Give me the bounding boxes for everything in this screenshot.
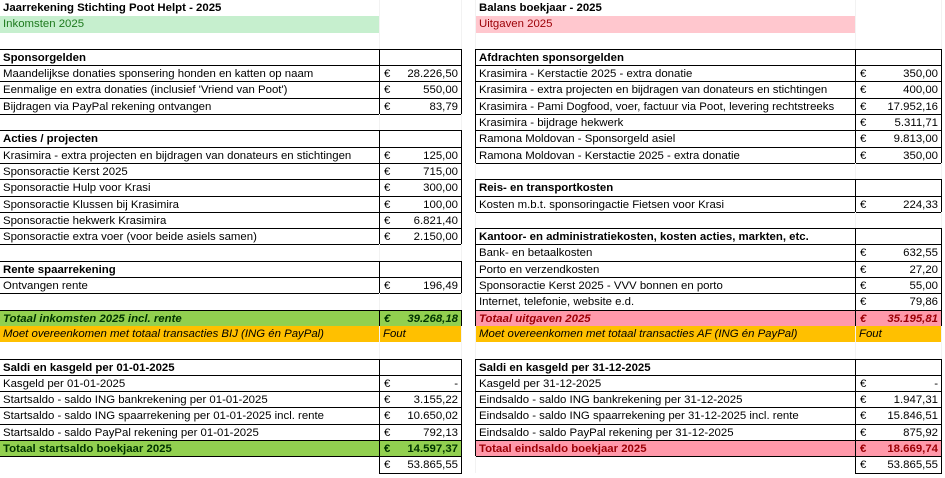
empty-cell[interactable] — [0, 114, 380, 130]
empty-cell[interactable] — [855, 179, 942, 196]
amount-value: 53.865,55 — [887, 459, 938, 472]
amount-cell[interactable] — [855, 277, 942, 294]
row-label[interactable]: Eenmalige en extra donaties (inclusief 'Vriend van Poot') — [0, 81, 380, 98]
row-label[interactable]: Bijdragen via PayPal rekening ontvangen — [0, 98, 380, 115]
empty-cell[interactable] — [476, 212, 856, 228]
currency-symbol: € — [860, 280, 867, 293]
total-startsaldo-amount[interactable] — [379, 440, 462, 457]
amount-cell[interactable] — [855, 98, 942, 115]
amount-value: 6.821,40 — [413, 214, 458, 227]
income-label[interactable]: Inkomsten 2025 — [0, 16, 380, 32]
amount-value: - — [934, 377, 938, 390]
amount-cell[interactable] — [855, 130, 942, 147]
amount-cell[interactable] — [855, 244, 942, 261]
currency-symbol: € — [860, 198, 867, 211]
row-label[interactable]: Sponsoractie extra voer (voor beide asiels samen) — [0, 228, 380, 245]
section-header-acties[interactable]: Acties / projecten — [0, 130, 380, 147]
empty-cell[interactable] — [856, 0, 942, 16]
right-title[interactable]: Balans boekjaar - 2025 — [476, 0, 856, 16]
amount-cell[interactable] — [855, 391, 942, 408]
amount-value: 10.650,02 — [407, 410, 458, 423]
amount-cell[interactable] — [855, 424, 942, 441]
currency-symbol: € — [860, 394, 867, 407]
amount-cell[interactable] — [855, 261, 942, 278]
total-expense-amount[interactable] — [855, 310, 942, 327]
amount-cell[interactable] — [379, 424, 462, 441]
empty-cell[interactable] — [856, 16, 942, 32]
currency-symbol: € — [860, 68, 867, 81]
section-header-kantoor[interactable]: Kantoor- en administratiekosten, kosten acties, markten, etc. — [475, 228, 856, 245]
empty-cell[interactable] — [380, 0, 462, 16]
row-label[interactable]: Internet, telefonie, website e.d. — [475, 293, 856, 310]
amount-cell[interactable] — [379, 228, 462, 245]
amount-value: 35.195,81 — [887, 312, 938, 325]
empty-cell[interactable] — [0, 456, 380, 472]
row-label[interactable]: Ramona Moldovan - Kerstactie 2025 - extra donatie — [475, 147, 856, 164]
empty-cell[interactable] — [0, 33, 380, 49]
amount-cell[interactable] — [855, 147, 942, 164]
row-label[interactable]: Porto en verzendkosten — [475, 261, 856, 278]
empty-cell[interactable] — [380, 244, 462, 260]
empty-cell[interactable] — [476, 163, 856, 179]
spacer-cell[interactable] — [462, 16, 476, 32]
empty-cell[interactable] — [476, 33, 856, 49]
currency-symbol: € — [384, 410, 391, 423]
amount-value: 715,00 — [423, 165, 458, 178]
row-label[interactable]: Maandelijkse donaties sponsering honden en katten op naam — [0, 65, 380, 82]
row-label[interactable]: Sponsoractie hekwerk Krasimira — [0, 212, 380, 229]
check-status-bij[interactable]: Fout — [380, 326, 462, 342]
currency-symbol: € — [860, 117, 867, 130]
row-label[interactable]: Kasgeld per 31-12-2025 — [475, 375, 856, 392]
amount-value: 550,00 — [423, 84, 458, 97]
amount-value: 27,20 — [909, 263, 938, 276]
currency-symbol: € — [860, 247, 867, 260]
currency-symbol: € — [860, 149, 867, 162]
spacer-cell[interactable] — [462, 212, 476, 228]
row-label[interactable]: Krasimira - bijdrage hekwerk — [475, 114, 856, 131]
amount-value: 2.150,00 — [413, 231, 458, 244]
amount-value: 632,55 — [903, 247, 938, 260]
amount-cell[interactable] — [379, 375, 462, 392]
currency-symbol: € — [860, 84, 867, 97]
empty-cell[interactable] — [856, 33, 942, 49]
spacer-cell[interactable] — [462, 179, 476, 195]
spacer-cell[interactable] — [462, 424, 476, 440]
amount-cell[interactable] — [379, 98, 462, 115]
total-eindsaldo-label[interactable]: Totaal eindsaldo boekjaar 2025 — [475, 440, 856, 457]
amount-cell[interactable] — [379, 212, 462, 229]
row-label[interactable]: Kasgeld per 01-01-2025 — [0, 375, 380, 392]
currency-symbol: € — [860, 410, 867, 423]
empty-cell[interactable] — [379, 130, 462, 147]
total-startsaldo-label[interactable]: Totaal startsaldo boekjaar 2025 — [0, 440, 380, 457]
section-header-sponsor[interactable]: Sponsorgelden — [0, 49, 380, 66]
row-label[interactable]: Sponsoractie Kerst 2025 - VVV bonnen en porto — [475, 277, 856, 294]
section-header-saldi-end[interactable]: Saldi en kasgeld per 31-12-2025 — [475, 359, 856, 376]
currency-symbol: € — [860, 312, 867, 325]
amount-value: 300,00 — [423, 182, 458, 195]
amount-cell[interactable] — [855, 375, 942, 392]
row-label[interactable]: Krasimira - extra projecten en bijdragen van donateurs en stichtingen — [475, 81, 856, 98]
currency-symbol: € — [384, 443, 391, 456]
total-expense-label[interactable]: Totaal uitgaven 2025 — [475, 310, 856, 327]
amount-cell[interactable] — [379, 81, 462, 98]
spacer-cell[interactable] — [462, 81, 476, 97]
amount-value: 792,13 — [423, 426, 458, 439]
amount-value: 14.597,37 — [407, 443, 458, 456]
currency-symbol: € — [860, 459, 867, 472]
spacer-cell[interactable] — [462, 196, 476, 212]
currency-symbol: € — [384, 394, 391, 407]
amount-value: 9.813,00 — [893, 133, 938, 146]
currency-symbol: € — [384, 198, 391, 211]
spacer-cell[interactable] — [462, 359, 476, 375]
spacer-cell[interactable] — [462, 130, 476, 146]
amount-value: 39.268,18 — [407, 312, 458, 325]
section-header-afdrachten[interactable]: Afdrachten sponsorgelden — [475, 49, 856, 66]
currency-symbol: € — [384, 280, 391, 293]
spacer-cell[interactable] — [462, 33, 476, 49]
amount-value: 350,00 — [903, 68, 938, 81]
currency-symbol: € — [384, 100, 391, 113]
spacer-cell[interactable] — [462, 244, 476, 260]
amount-value: 350,00 — [903, 149, 938, 162]
currency-symbol: € — [860, 133, 867, 146]
spacer-cell[interactable] — [462, 375, 476, 391]
spacer-cell[interactable] — [462, 228, 476, 244]
spacer-cell[interactable] — [462, 407, 476, 423]
amount-cell[interactable] — [379, 277, 462, 294]
spacer-cell[interactable] — [462, 391, 476, 407]
left-title[interactable]: Jaarrekening Stichting Poot Helpt - 2025 — [0, 0, 380, 16]
amount-value: 15.846,51 — [887, 410, 938, 423]
amount-cell[interactable] — [379, 391, 462, 408]
currency-symbol: € — [860, 377, 867, 390]
amount-value: 5.311,71 — [894, 117, 938, 130]
row-label[interactable]: Startsaldo - saldo ING spaarrekening per 01-01-2025 incl. rente — [0, 407, 380, 424]
row-label[interactable]: Sponsoractie Hulp voor Krasi — [0, 179, 380, 196]
amount-value: 224,33 — [903, 198, 938, 211]
currency-symbol: € — [384, 149, 391, 162]
empty-cell[interactable] — [855, 228, 942, 245]
currency-symbol: € — [860, 263, 867, 276]
spacer-cell[interactable] — [462, 0, 476, 16]
empty-cell[interactable] — [380, 114, 462, 130]
row-label[interactable]: Eindsaldo - saldo ING spaarrekening per 31-12-2025 incl. rente — [475, 407, 856, 424]
amount-cell[interactable] — [379, 179, 462, 196]
empty-cell[interactable] — [380, 293, 462, 309]
empty-cell[interactable] — [379, 359, 462, 376]
spacer-cell[interactable] — [462, 342, 476, 358]
amount-cell[interactable] — [855, 65, 942, 82]
row-label[interactable]: Eindsaldo - saldo ING bankrekening per 31-12-2025 — [475, 391, 856, 408]
amount-value: 28.226,50 — [407, 68, 458, 81]
amount-cell[interactable] — [379, 163, 462, 180]
currency-symbol: € — [384, 426, 391, 439]
amount-value: - — [454, 377, 458, 390]
amount-value: 79,86 — [909, 296, 938, 309]
currency-symbol: € — [384, 68, 391, 81]
amount-cell[interactable] — [379, 196, 462, 213]
currency-symbol: € — [860, 100, 867, 113]
amount-value: 400,00 — [903, 84, 938, 97]
section-header-reis[interactable]: Reis- en transportkosten — [475, 179, 856, 196]
currency-symbol: € — [384, 214, 391, 227]
amount-value: 55,00 — [909, 280, 938, 293]
spacer-cell[interactable] — [462, 326, 476, 342]
currency-symbol: € — [384, 84, 391, 97]
amount-cell[interactable] — [855, 293, 942, 310]
spacer-cell[interactable] — [462, 163, 476, 179]
empty-cell[interactable] — [856, 212, 942, 228]
spacer-cell[interactable] — [462, 293, 476, 309]
row-label[interactable]: Ramona Moldovan - Sponsorgeld asiel — [475, 130, 856, 147]
empty-cell[interactable] — [476, 456, 856, 472]
amount-cell[interactable] — [379, 65, 462, 82]
empty-cell[interactable] — [380, 16, 462, 32]
amount-value: 125,00 — [423, 149, 458, 162]
row-label[interactable]: Krasimira - Pami Dogfood, voer, factuur via Poot, levering rechtstreeks — [475, 98, 856, 115]
section-header-rente[interactable]: Rente spaarrekening — [0, 261, 380, 278]
amount-value: 100,00 — [423, 198, 458, 211]
check-message-af[interactable]: Moet overeenkomen met totaal transacties AF (ING én PayPal) — [476, 326, 856, 342]
empty-cell[interactable] — [855, 359, 942, 376]
empty-cell[interactable] — [856, 342, 942, 358]
empty-cell[interactable] — [856, 163, 942, 179]
empty-cell[interactable] — [855, 49, 942, 66]
amount-cell[interactable] — [855, 407, 942, 424]
spacer-cell[interactable] — [462, 65, 476, 81]
amount-cell[interactable] — [379, 147, 462, 164]
empty-cell[interactable] — [380, 342, 462, 358]
row-label[interactable]: Startsaldo - saldo PayPal rekening per 01-01-2025 — [0, 424, 380, 441]
row-label[interactable]: Kosten m.b.t. sponsoringactie Fietsen voor Krasi — [475, 196, 856, 213]
amount-value: 196,49 — [423, 280, 458, 293]
currency-symbol: € — [384, 312, 391, 325]
total-eindsaldo-amount[interactable] — [855, 440, 942, 457]
currency-symbol: € — [384, 231, 391, 244]
spacer-cell[interactable] — [462, 440, 476, 456]
amount-cell[interactable] — [855, 114, 942, 131]
row-label[interactable]: Krasimira - Kerstactie 2025 - extra donatie — [475, 65, 856, 82]
amount-value: 1.947,31 — [893, 394, 938, 407]
amount-value: 875,92 — [903, 426, 938, 439]
currency-symbol: € — [384, 459, 391, 472]
amount-value: 3.155,22 — [413, 394, 458, 407]
row-label[interactable]: Sponsoractie Kerst 2025 — [0, 163, 380, 180]
amount-cell[interactable] — [855, 196, 942, 213]
spacer-cell[interactable] — [462, 456, 476, 472]
empty-cell[interactable] — [0, 244, 380, 260]
empty-cell[interactable] — [380, 33, 462, 49]
row-label[interactable]: Ontvangen rente — [0, 277, 380, 294]
check-message-bij[interactable]: Moet overeenkomen met totaal transacties BIJ (ING én PayPal) — [0, 326, 380, 342]
currency-symbol: € — [860, 296, 867, 309]
empty-cell[interactable] — [476, 342, 856, 358]
total-income-amount[interactable] — [379, 310, 462, 327]
row-label[interactable]: Startsaldo - saldo ING bankrekening per 01-01-2025 — [0, 391, 380, 408]
currency-symbol: € — [384, 377, 391, 390]
spacer-cell[interactable] — [462, 147, 476, 163]
grand-total-right[interactable] — [855, 456, 942, 473]
spacer-cell[interactable] — [462, 49, 476, 65]
amount-value: 83,79 — [429, 100, 458, 113]
row-label[interactable]: Bank- en betaalkosten — [475, 244, 856, 261]
spacer-cell[interactable] — [462, 277, 476, 293]
row-label[interactable]: Eindsaldo - saldo PayPal rekening per 31-12-2025 — [475, 424, 856, 441]
spacer-cell[interactable] — [462, 114, 476, 130]
currency-symbol: € — [384, 182, 391, 195]
empty-cell[interactable] — [0, 342, 380, 358]
amount-cell[interactable] — [379, 407, 462, 424]
currency-symbol: € — [860, 443, 867, 456]
spacer-cell[interactable] — [462, 98, 476, 114]
empty-cell[interactable] — [379, 261, 462, 278]
check-status-af[interactable]: Fout — [856, 326, 942, 342]
amount-cell[interactable] — [855, 81, 942, 98]
row-label[interactable]: Sponsoractie Klussen bij Krasimira — [0, 196, 380, 213]
currency-symbol: € — [384, 165, 391, 178]
expense-label[interactable]: Uitgaven 2025 — [476, 16, 856, 32]
empty-cell[interactable] — [379, 49, 462, 66]
spacer-cell[interactable] — [462, 261, 476, 277]
spacer-cell[interactable] — [462, 310, 476, 326]
empty-cell[interactable] — [0, 293, 380, 309]
currency-symbol: € — [860, 426, 867, 439]
amount-value: 53.865,55 — [407, 459, 458, 472]
amount-value: 17.952,16 — [887, 100, 938, 113]
grand-total-left[interactable] — [379, 456, 462, 473]
row-label[interactable]: Krasimira - extra projecten en bijdragen van donateurs en stichtingen — [0, 147, 380, 164]
amount-value: 18.669,74 — [887, 443, 938, 456]
section-header-saldi-start[interactable]: Saldi en kasgeld per 01-01-2025 — [0, 359, 380, 376]
total-income-label[interactable]: Totaal inkomsten 2025 incl. rente — [0, 310, 380, 327]
